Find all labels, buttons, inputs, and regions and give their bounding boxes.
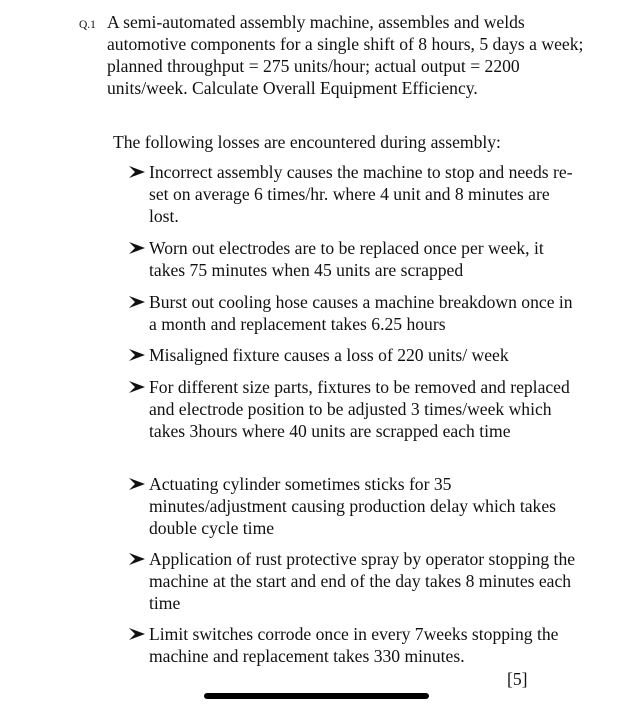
arrowhead-bullet-icon <box>128 295 146 309</box>
loss-text: Incorrect assembly causes the machine to stop and needs re-set on average 6 times/hr. where 4 unit and 8 minutes are lost. <box>149 162 573 226</box>
loss-text: Misaligned fixture causes a loss of 220 units/ week <box>149 345 509 365</box>
list-item <box>128 344 578 366</box>
arrowhead-bullet-icon <box>128 552 146 566</box>
arrowhead-bullet-icon <box>128 241 146 255</box>
loss-text: Worn out electrodes are to be replaced once per week, it takes 75 minutes when 45 units are scrapped <box>149 238 544 280</box>
list-item <box>128 291 578 335</box>
arrowhead-bullet-icon <box>128 348 146 362</box>
loss-text: Application of rust protective spray by operator stopping the machine at the start and end of the day takes 8 minutes each time <box>149 549 576 613</box>
home-indicator-bar[interactable] <box>204 693 429 699</box>
arrowhead-bullet-icon <box>128 380 146 394</box>
list-item <box>128 548 578 614</box>
marks-label: [5] <box>507 669 528 689</box>
loss-text: Burst out cooling hose causes a machine breakdown once in a month and replacement takes 6.25 hours <box>149 292 573 334</box>
list-item <box>128 376 578 442</box>
loss-text: Actuating cylinder sometimes sticks for 35 minutes/adjustment causing production delay which takes double cycle time <box>149 474 557 538</box>
loss-text: For different size parts, fixtures to be removed and replaced and electrode position to be adjusted 3 times/week which takes 3hours where 40 units are scrapped each time <box>149 377 570 441</box>
question-number: Q.1 <box>79 19 96 31</box>
arrowhead-bullet-icon <box>128 477 146 491</box>
arrowhead-bullet-icon <box>128 165 146 179</box>
list-item <box>128 623 578 667</box>
loss-text: Limit switches corrode once in every 7weeks stopping the machine and replacement takes 330 minutes. <box>149 624 559 666</box>
list-item <box>128 473 578 539</box>
question-text: A semi-automated assembly machine, assembles and welds automotive components for a single shift of 8 hours, 5 days a week; planned throughput = 275 units/hour; actual output = 2200 units/week. Calculate Overall Equipment Efficiency. <box>107 12 584 98</box>
arrowhead-bullet-icon <box>128 627 146 641</box>
list-item <box>128 161 578 227</box>
losses-intro: The following losses are encountered during assembly: <box>113 132 501 152</box>
list-item <box>128 237 578 281</box>
